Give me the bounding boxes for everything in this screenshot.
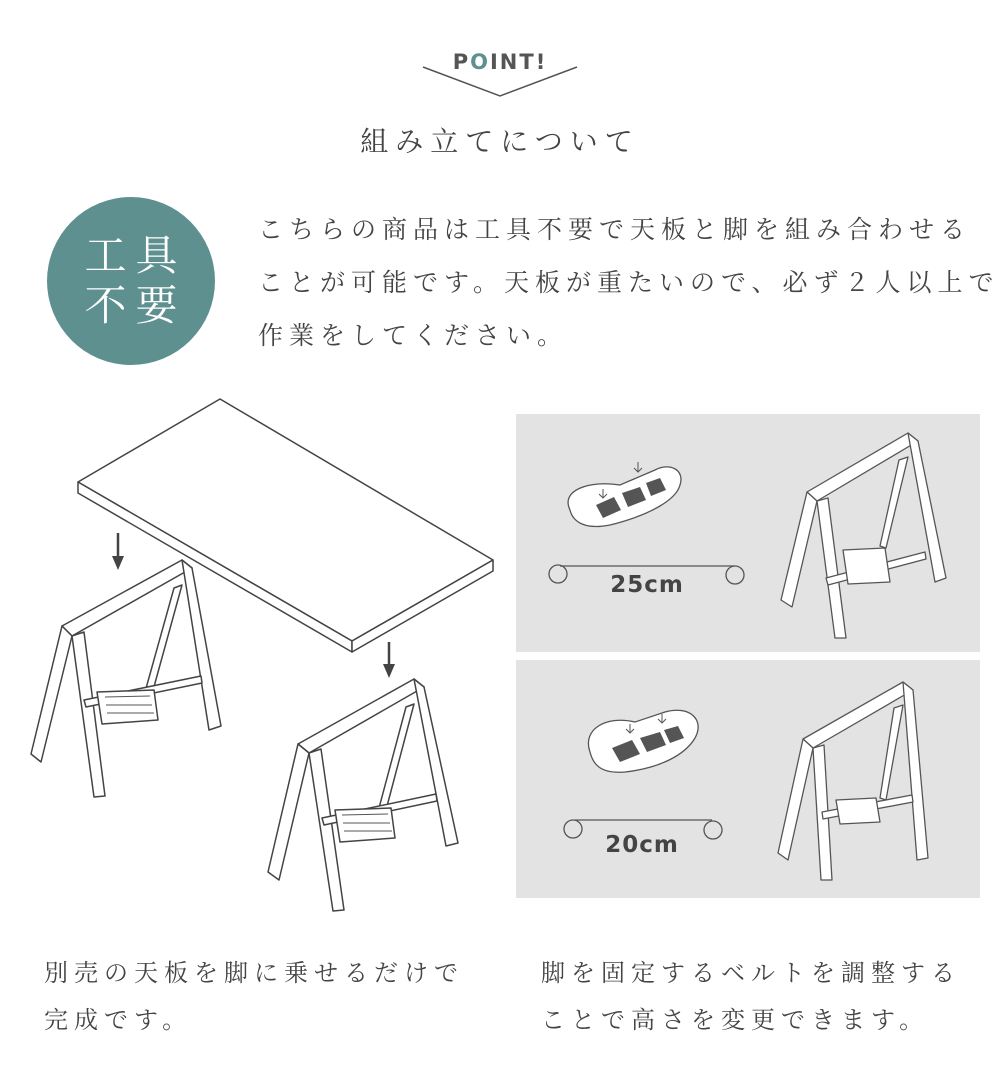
measure-label-20cm: 20cm	[605, 832, 679, 858]
intro-line-2: ことが可能です。天板が重たいので、必ず２人以上で	[258, 268, 1000, 297]
badge-line-1: 工具	[84, 231, 187, 280]
measure-label-25cm: 25cm	[610, 572, 684, 598]
section-title: 組み立てについて	[360, 125, 640, 158]
caption-left-line-2: 完成です。	[44, 1006, 193, 1034]
intro-line-1: こちらの商品は工具不要で天板と脚を組み合わせる	[258, 215, 972, 244]
point-accent-letter: O	[470, 50, 490, 74]
caption-right-line-1: 脚を固定するベルトを調整する	[541, 959, 961, 987]
intro-line-3: 作業をしてください。	[258, 321, 569, 350]
point-label: POINT!	[452, 50, 548, 74]
caption-left-line-1: 別売の天板を脚に乗せるだけで	[44, 959, 464, 987]
caption-right-line-2: ことで高さを変更できます。	[541, 1006, 930, 1034]
badge-line-2: 不要	[84, 281, 187, 330]
